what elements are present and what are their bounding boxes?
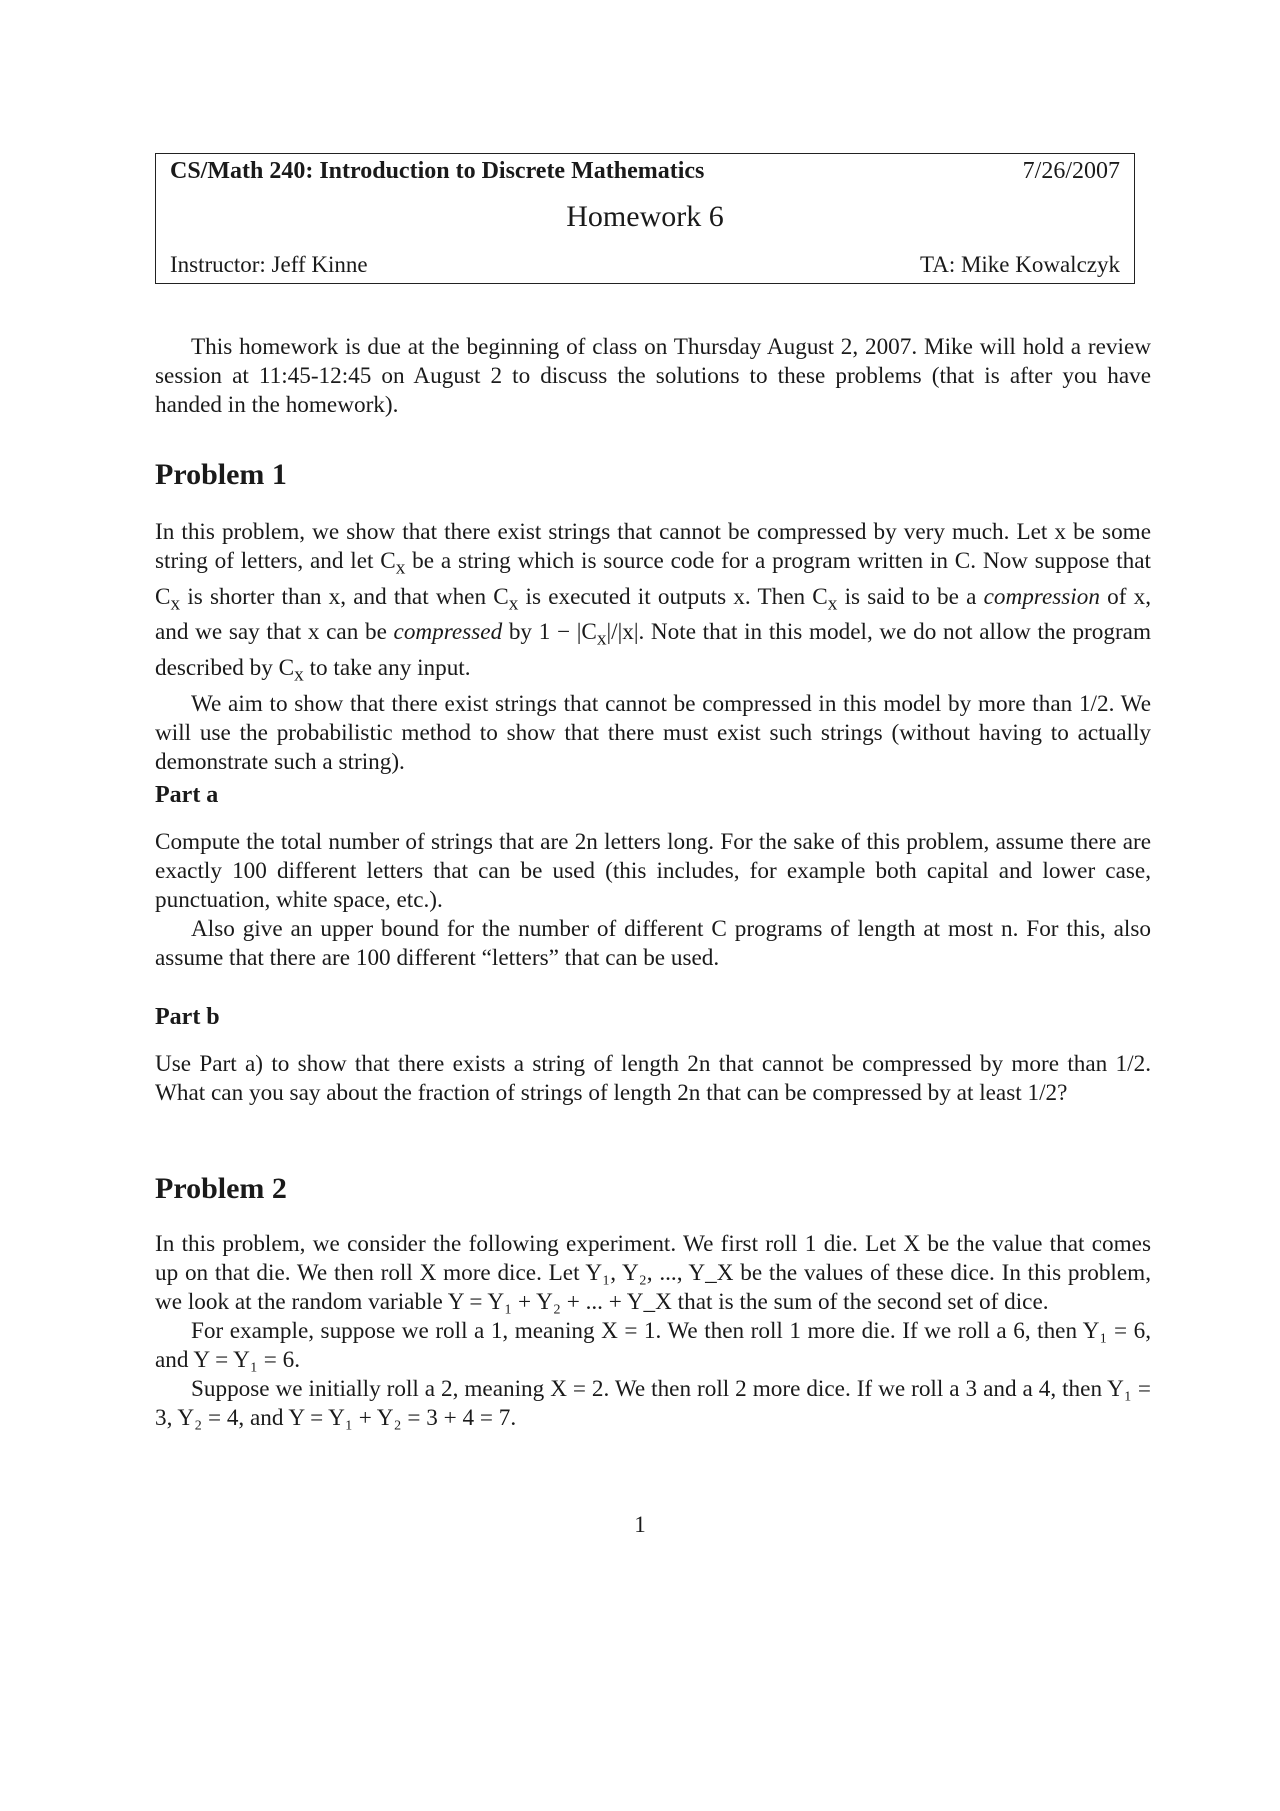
part-b-paragraph-1: Use Part a) to show that there exists a string of length 2n that cannot be compressed by more than 1/2. What can you say about the fraction of strings of length 2n that can be compressed by at least 1/2? [155,1051,1151,1106]
problem-2-paragraph-1: In this problem, we consider the following experiment. We first roll 1 die. Let X be the value that comes up on that die. We then roll X more dice. Let Y₁, Y₂, ..., Y_X be the values of these dice. In this problem, we look at the random variable Y = Y₁ + Y₂ + ... + Y_X that is the sum of the second set of dice. [155,1231,1151,1315]
date: 7/26/2007 [1022,158,1120,184]
part-a-heading: Part a [155,782,219,808]
problem-2-body [155,1230,1151,1433]
problem-1-body [155,518,1151,777]
teaching-assistant: TA: Mike Kowalczyk [920,252,1120,277]
intro-paragraph: This homework is due at the beginning of class on Thursday August 2, 2007. Mike will hold a review session at 11:45-12:45 on August 2 to discuss the solutions to these problems (that is after you have handed in the homework). [155,334,1151,418]
problem-2-paragraph-3: Suppose we initially roll a 2, meaning X = 2. We then roll 2 more dice. If we roll a 3 and a 4, then Y₁ = 3, Y₂ = 4, and Y = Y₁ + Y₂ = 3 + 4 = 7. [155,1376,1151,1431]
homework-title: Homework 6 [566,200,724,233]
problem-1-paragraph-2: We aim to show that there exist strings that cannot be compressed in this model by more than 1/2. We will use the probabilistic method to show that there must exist such strings (without having to actually demonstrate such a string). [155,690,1151,775]
problem-1-heading: Problem 1 [155,458,287,491]
problem-1-paragraph-1: In this problem, we show that there exist strings that cannot be compressed by very much. Let x be some string of letters, and let $C_x$ be a string which is source code for a program written in C. Now suppose that $C_x$ is shorter than x, and that when $C_x$ is executed it outputs x. Then $C_x$ is said to be a compression of x, and we say that x can be compressed by $1 - |C_x|/|x|$. Note that in this model, we do not allow the program described by $C_x$ to take any input. [155,519,1152,686]
part-a-body [155,828,1151,973]
part-a-paragraph-1: Compute the total number of strings that are 2n letters long. For the sake of this problem, assume there are exactly 100 different letters that can be used (this includes, for example both capital and lower case, punctuation, white space, etc.). [155,829,1151,913]
problem-2-heading: Problem 2 [155,1172,287,1205]
course-title: CS/Math 240: Introduction to Discrete Mathematics [170,158,705,184]
part-b-body [155,1050,1151,1108]
part-a-paragraph-2: Also give an upper bound for the number of different C programs of length at most n. For this, also assume that there are 100 different “letters” that can be used. [155,916,1151,971]
header-box [155,153,1135,284]
page-number: 1 [634,1512,646,1537]
problem-2-paragraph-2: For example, suppose we roll a 1, meaning X = 1. We then roll 1 more die. If we roll a 6, then Y₁ = 6, and Y = Y₁ = 6. [155,1318,1151,1373]
instructor: Instructor: Jeff Kinne [170,252,368,277]
part-b-heading: Part b [155,1004,220,1030]
